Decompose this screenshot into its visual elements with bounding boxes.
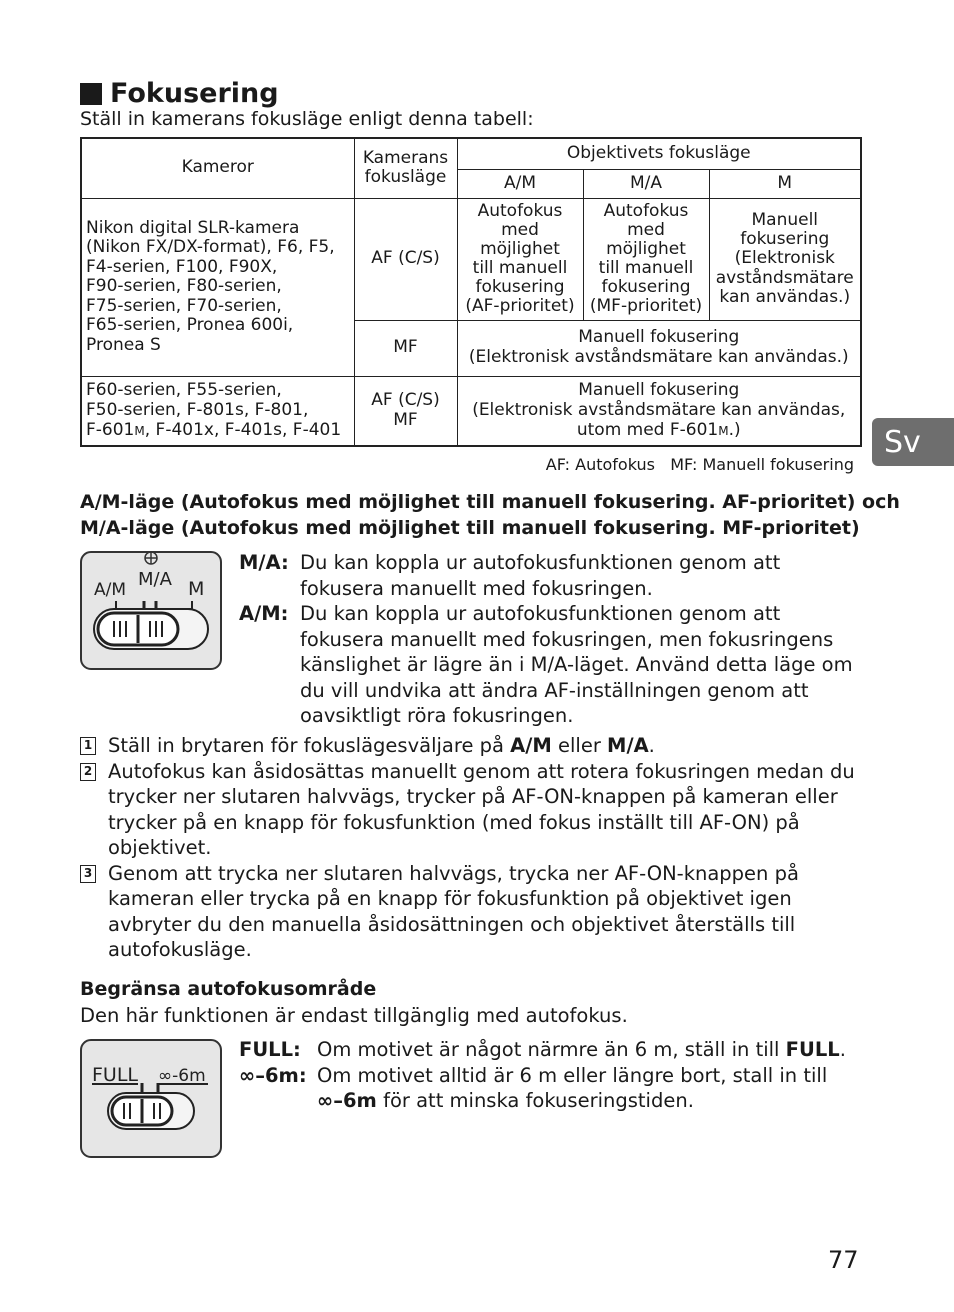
row1b-mode: MF	[354, 320, 457, 376]
switch-label-full: FULL	[92, 1064, 139, 1086]
row1-cameras	[81, 198, 354, 376]
row2-lens	[457, 376, 861, 446]
heading-text: Fokusering	[110, 78, 279, 109]
cell-line: MF	[393, 409, 418, 430]
row1-camera-line: F4-serien, F100, F90X,	[86, 256, 278, 277]
focus-mode-switch-icon	[80, 549, 224, 671]
cell-line: möjlighet	[606, 238, 686, 259]
header-camera-mode-l1: Kamerans	[362, 147, 449, 168]
row1a-am	[457, 198, 583, 320]
ma-term: M/A:	[239, 551, 289, 574]
row1-camera-line: F75-serien, F70-serien,	[86, 295, 282, 316]
bold-part: ∞–6m	[317, 1089, 377, 1112]
inf-definition	[239, 1063, 854, 1114]
table-legend: AF: Autofokus MF: Manuell fokusering	[545, 455, 854, 474]
square-bullet-icon	[80, 83, 102, 105]
step-text	[108, 733, 655, 759]
small-caps-m: M	[134, 423, 145, 438]
step-text: Genom att trycka ner slutaren halvvägs, trycka ner AF-ON-knappen på kameran eller trycka på en knapp för fokusfunktion på objektivet igen avbryter du den manuella åsidosättningen och objektivet återställs till autofokusläge.	[108, 861, 799, 961]
step-text: Autofokus kan åsidosättas manuellt genom att rotera fokusringen medan du trycker ner slutaren halvvägs, trycker på AF-ON-knappen på kameran eller trycker på en knapp för fokusfunktion (med fokus inställt till AF-ON) på objektivet.	[108, 759, 855, 859]
limit-af-intro: Den här funktionen är endast tillgänglig med autofokus.	[80, 1004, 628, 1027]
section-heading	[80, 78, 279, 109]
header-camera-mode-l2: fokusläge	[364, 167, 447, 188]
subheading-line: M/A-läge (Autofokus med möjlighet till manuell fokusering. MF-prioritet)	[80, 517, 860, 539]
row2-mode	[354, 376, 457, 446]
cell-line: (MF-prioritet)	[589, 296, 703, 317]
text-part: .)	[728, 419, 741, 440]
header-camera-mode	[354, 138, 457, 198]
cell-line: Autofokus	[603, 200, 689, 221]
full-term: FULL:	[239, 1038, 301, 1061]
row2-camera-line	[86, 421, 351, 441]
switch-label-am: A/M	[94, 580, 127, 600]
step-number-icon: 2	[80, 763, 96, 781]
ma-definition	[239, 550, 854, 601]
cell-line: Manuell fokusering	[578, 327, 740, 348]
cell-line	[461, 421, 858, 441]
am-term: A/M:	[239, 602, 289, 625]
subheading-limit-af: Begränsa autofokusområde	[80, 978, 377, 1000]
full-text	[317, 1037, 846, 1063]
cell-line: (Elektronisk	[734, 248, 835, 269]
row2-cameras	[81, 376, 354, 446]
switch-label-m: M	[188, 578, 205, 600]
row2-camera-line: F50-serien, F-801s, F-801,	[86, 399, 309, 420]
row1-camera-line: (Nikon FX/DX-format), F6, F5,	[86, 237, 335, 258]
am-text: Du kan koppla ur autofokusfunktionen genom att fokusera manuellt med fokusringen, men fokusringens känslighet är lägre än i M/A-läget. Använd detta läge om du vill undvika att ändra AF-inställningen genom att oavsiktligt röra fokusringen.	[300, 602, 853, 727]
subheading-am-ma	[80, 489, 900, 541]
step-3	[80, 861, 860, 963]
cell-line: fokusering	[740, 229, 830, 250]
row1a-ma	[583, 198, 709, 320]
cell-line: (Elektronisk avståndsmätare kan användas.)	[468, 347, 849, 367]
bold-part: M/A	[607, 734, 649, 757]
text-part: utom med F-601	[576, 419, 719, 440]
text-part: eller	[551, 734, 608, 757]
focus-limit-switch-icon	[80, 1039, 224, 1159]
cell-line: AF (C/S)	[371, 390, 440, 411]
header-am: A/M	[457, 169, 583, 198]
text-part: , F-401x, F-401s, F-401	[144, 419, 342, 440]
bold-part: A/M	[510, 734, 552, 757]
row1b-lens	[457, 320, 861, 376]
header-ma: M/A	[583, 169, 709, 198]
language-tab: Sv	[872, 418, 954, 466]
cell-line: Manuell	[751, 210, 819, 231]
step-1	[80, 733, 860, 759]
switch-label-inf: ∞-6m	[158, 1066, 206, 1086]
bold-part: FULL	[785, 1038, 840, 1061]
cell-line: till manuell	[598, 258, 694, 278]
header-cameras: Kameror	[81, 138, 354, 198]
cell-line: fokusering	[601, 277, 691, 298]
text-part: .	[648, 734, 655, 757]
full-definition	[239, 1037, 854, 1063]
limit-definitions	[239, 1037, 854, 1114]
am-definition	[239, 601, 854, 729]
switch-label-ma: M/A	[138, 569, 172, 590]
text-part: Om motivet alltid är 6 m eller längre bort, stall in till	[317, 1063, 828, 1087]
step-2	[80, 759, 860, 861]
mode-definitions	[239, 550, 854, 729]
header-lens-mode: Objektivets fokusläge	[457, 138, 861, 169]
cell-line: (AF-prioritet)	[465, 296, 575, 317]
text-part: Ställ in brytaren för fokuslägesväljare på	[108, 734, 511, 757]
row1-camera-line: F90-serien, F80-serien,	[86, 276, 282, 297]
row1-camera-line: Nikon digital SLR-kamera	[86, 217, 300, 238]
steps-list	[80, 733, 860, 963]
cell-line: med	[501, 219, 539, 240]
row1-camera-line: F65-serien, Pronea 600i,	[86, 315, 294, 336]
row1a-m	[709, 198, 861, 320]
cell-line: till manuell	[472, 258, 568, 278]
small-caps-m: M	[718, 423, 729, 438]
focus-mode-switch-illustration	[80, 549, 224, 671]
cell-line: avståndsmätare	[715, 267, 854, 288]
cell-line: Manuell fokusering	[578, 380, 740, 401]
row1a-mode: AF (C/S)	[354, 198, 457, 320]
focus-limit-switch-illustration	[80, 1039, 224, 1159]
focus-mode-table	[80, 137, 862, 447]
cell-line: med	[627, 219, 665, 240]
subheading-line: A/M-läge (Autofokus med möjlighet till manuell fokusering. AF-prioritet) och	[80, 491, 900, 513]
inf-term: ∞–6m:	[239, 1063, 307, 1087]
row1-camera-line: Pronea S	[86, 334, 161, 355]
intro-text: Ställ in kamerans fokusläge enligt denna tabell:	[80, 108, 534, 130]
row2-camera-line: F60-serien, F55-serien,	[86, 380, 282, 401]
text-part: .	[839, 1038, 846, 1061]
cell-line: Autofokus	[477, 200, 563, 221]
cell-line: kan användas.)	[719, 286, 851, 307]
text-part: för att minska fokuseringstiden.	[376, 1089, 694, 1112]
text-part: F-601	[86, 419, 135, 440]
inf-text	[317, 1063, 827, 1114]
cell-line: möjlighet	[480, 238, 560, 259]
step-number-icon: 3	[80, 865, 96, 883]
page-number: 77	[828, 1246, 859, 1274]
step-number-icon: 1	[80, 737, 96, 755]
text-part: Om motivet är något närmre än 6 m, ställ in till	[317, 1038, 786, 1061]
ma-text: Du kan koppla ur autofokusfunktionen genom att fokusera manuellt med fokusringen.	[300, 551, 781, 600]
header-m: M	[709, 169, 861, 198]
cell-line: (Elektronisk avståndsmätare kan användas,	[472, 399, 846, 420]
cell-line: fokusering	[475, 277, 565, 298]
